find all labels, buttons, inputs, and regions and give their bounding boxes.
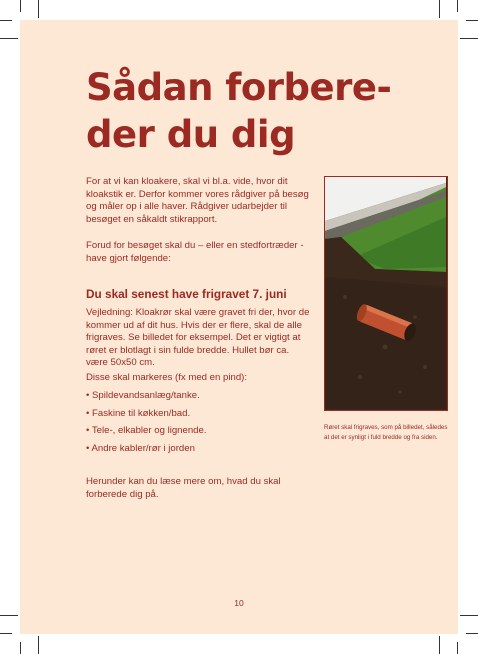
list-item: • Andre kabler/rør i jorden: [86, 442, 195, 454]
excavated-pipe-illustration: [325, 177, 446, 409]
crop-mark: [466, 20, 478, 21]
crop-mark: [460, 615, 478, 616]
list-item: • Tele-, elkabler og lignende.: [86, 425, 207, 437]
guidance-paragraph: Vejledning: Kloakrør skal være gravet fri der, hvor de kommer ud af dit hus. Hvis der er flere, skal de alle frigraves. Se billedet for eksempel. Det er vigtigt at røret er blotlagt i sin fulde bredde. Hullet bør ca. være 50x50 cm.: [86, 307, 310, 369]
crop-mark: [0, 615, 18, 616]
crop-mark: [0, 20, 12, 21]
photo-caption: Røret skal frigraves, som på billedet, således at det er synligt i fuld bredde og fra siden.: [324, 424, 448, 441]
crop-mark: [0, 633, 12, 634]
crop-mark: [439, 636, 440, 654]
list-item: • Faskine til køkken/bad.: [86, 407, 191, 419]
before-visit-paragraph: Forud for besøget skal du – eller en stedfortræder - have gjort følgende:: [86, 240, 304, 264]
read-more-paragraph: Herunder kan du læse mere om, hvad du skal forberede dig på.: [86, 476, 281, 500]
crop-mark: [457, 642, 458, 654]
page-title: [86, 64, 426, 158]
crop-mark: [0, 38, 18, 39]
crop-mark: [20, 642, 21, 654]
crop-mark: [466, 633, 478, 634]
crop-mark: [38, 636, 39, 654]
crop-mark: [20, 0, 21, 12]
crop-mark: [460, 38, 478, 39]
mark-list: [86, 390, 312, 460]
excavated-pipe-photo: [324, 176, 448, 411]
mark-intro-paragraph: Disse skal markeres (fx med en pind):: [86, 372, 248, 383]
crop-mark: [439, 0, 440, 18]
page-title-line-2: der du dig: [86, 113, 296, 156]
crop-mark: [457, 0, 458, 12]
page-title-line-1: Sådan forbere-: [86, 66, 392, 109]
deadline-heading: Du skal senest have frigravet 7. juni: [86, 287, 287, 301]
page-number: 10: [234, 598, 244, 608]
intro-paragraph: For at vi kan kloakere, skal vi bl.a. vide, hvor dit kloakstik er. Derfor kommer vores rådgiver på besøg og måler op i alle haver. Rådgiver udarbejder til besøget en såkaldt stikrapport.: [86, 176, 309, 225]
crop-mark: [38, 0, 39, 18]
list-item: • Spildevandsanlæg/tanke.: [86, 390, 200, 401]
